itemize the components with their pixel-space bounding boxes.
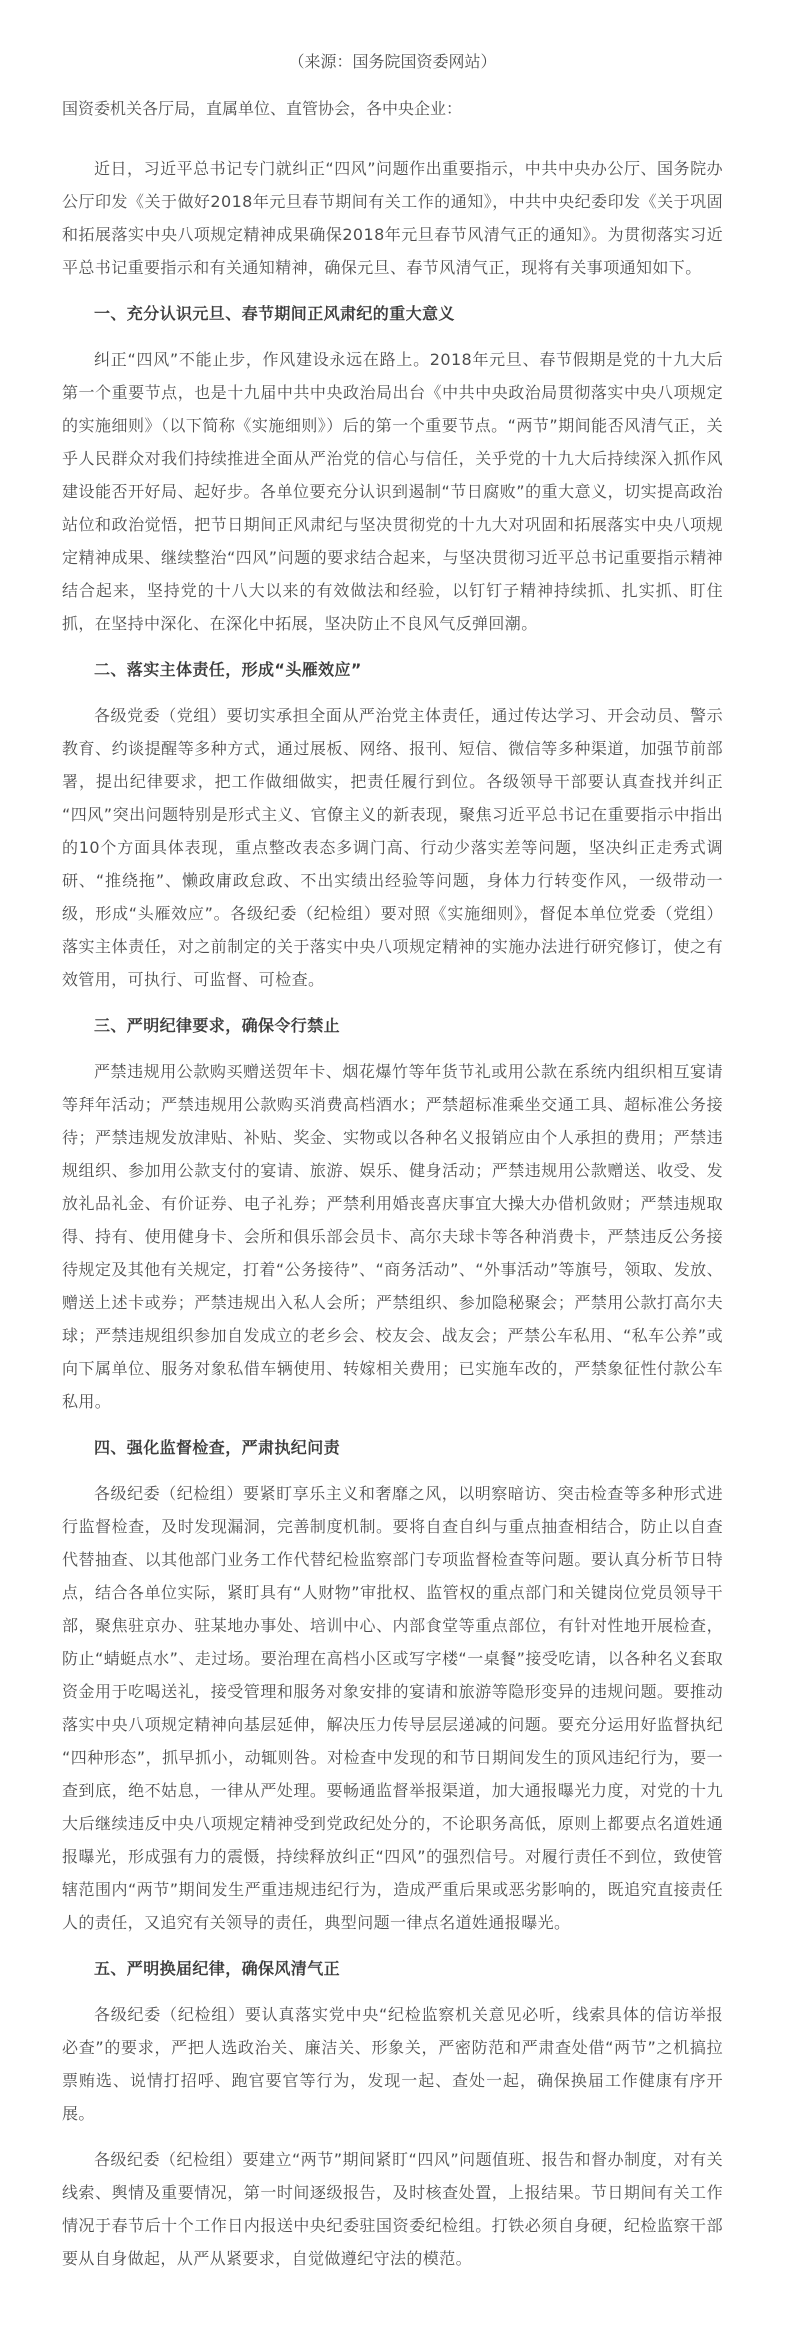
document-salutation: 国资委机关各厅局，直属单位、直管协会，各中央企业： [62,99,463,118]
section-5-paragraph-2: 各级纪委（纪检组）要建立“两节”期间紧盯“四风”问题值班、报告和督办制度，对有关线索、舆情及重要情况，第一时间逐级报告，及时核查处置，上报结果。节日期间有关工作情况于春节后十个工作日内报送中央纪委驻国资委纪检组。打铁必须自身硬，纪检监察干部要从自身做起，从严从紧要求，自觉做遵纪守法的模范。 [62,2150,723,2268]
section-3-heading: 三、严明纪律要求，确保令行禁止 [94,1016,341,1035]
section-1-heading: 一、充分认识元旦、春节期间正风肃纪的重大意义 [94,304,455,323]
section-3-paragraph: 严禁违规用公款购买赠送贺年卡、烟花爆竹等年货节礼或用公款在系统内组织相互宴请等拜年活动；严禁违规用公款购买消费高档酒水；严禁超标准乘坐交通工具、超标准公务接待；严禁违规发放津贴、补贴、奖金、实物或以各种名义报销应由个人承担的费用；严禁违规组织、参加用公款支付的宴请、旅游、娱乐、健身活动；严禁违规用公款赠送、收受、发放礼品礼金、有价证券、电子礼券；严禁利用婚丧喜庆事宜大操大办借机敛财；严禁违规取得、持有、使用健身卡、会所和俱乐部会员卡、高尔夫球卡等各种消费卡，严禁违反公务接待规定及其他有关规定，打着“公务接待”、“商务活动”、“外事活动”等旗号，领取、发放、赠送上述卡或券；严禁违规出入私人会所；严禁组织、参加隐秘聚会；严禁用公款打高尔夫球；严禁违规组织参加自发成立的老乡会、校友会、战友会；严禁公车私用、“私车公养”或向下属单位、服务对象私借车辆使用、转嫁相关费用；已实施车改的，严禁象征性付款公车私用。 [62,1062,723,1411]
section-5-heading: 五、严明换届纪律，确保风清气正 [94,1959,341,1978]
section-5-paragraph-1: 各级纪委（纪检组）要认真落实党中央“纪检监察机关意见必听，线索具体的信访举报必查”的要求，严把人选政治关、廉洁关、形象关，严密防范和严肃查处借“两节”之机搞拉票贿选、说情打招呼、跑官要官等行为，发现一起、查处一起，确保换届工作健康有序开展。 [62,2005,723,2123]
intro-paragraph: 近日，习近平总书记专门就纠正“四风”问题作出重要指示，中共中央办公厅、国务院办公厅印发《关于做好2018年元旦春节期间有关工作的通知》，中共中央纪委印发《关于巩固和拓展落实中央八项规定精神成果确保2018年元旦春节风清气正的通知》。为贯彻落实习近平总书记重要指示和有关通知精神，确保元旦、春节风清气正，现将有关事项通知如下。 [62,159,723,277]
section-1-paragraph: 纠正“四风”不能止步，作风建设永远在路上。2018年元旦、春节假期是党的十九大后第一个重要节点，也是十九届中共中央政治局出台《中共中央政治局贯彻落实中央八项规定的实施细则》（以下简称《实施细则》）后的第一个重要节点。“两节”期间能否风清气正，关乎人民群众对我们持续推进全面从严治党的信心与信任，关乎党的十九大后持续深入抓作风建设能否开好局、起好步。各单位要充分认识到遏制“节日腐败”的重大意义，切实提高政治站位和政治觉悟，把节日期间正风肃纪与坚决贯彻党的十九大对巩固和拓展落实中央八项规定精神成果、继续整治“四风”问题的要求结合起来，与坚决贯彻习近平总书记重要指示精神结合起来，坚持党的十八大以来的有效做法和经验，以钉钉子精神持续抓、扎实抓、盯住抓，在坚持中深化、在深化中拓展，坚决防止不良风气反弹回潮。 [62,350,723,633]
section-4-paragraph: 各级纪委（纪检组）要紧盯享乐主义和奢靡之风，以明察暗访、突击检查等多种形式进行监督检查，及时发现漏洞，完善制度机制。要将自查自纠与重点抽查相结合，防止以自查代替抽查、以其他部门业务工作代替纪检监察部门专项监督检查等问题。要认真分析节日特点，结合各单位实际，紧盯具有“人财物”审批权、监管权的重点部门和关键岗位党员领导干部，聚焦驻京办、驻某地办事处、培训中心、内部食堂等重点部位，有针对性地开展检查，防止“蜻蜓点水”、走过场。要治理在高档小区或写字楼“一桌餐”接受吃请，以各种名义套取资金用于吃喝送礼，接受管理和服务对象安排的宴请和旅游等隐形变异的违规问题。要推动落实中央八项规定精神向基层延伸，解决压力传导层层递减的问题。要充分运用好监督执纪“四种形态”，抓早抓小，动辄则咎。对检查中发现的和节日期间发生的顶风违纪行为，要一查到底，绝不姑息，一律从严处理。要畅通监督举报渠道，加大通报曝光力度，对党的十九大后继续违反中央八项规定精神受到党政纪处分的，不论职务高低，原则上都要点名道姓通报曝光，形成强有力的震慑，持续释放纠正“四风”的强烈信号。对履行责任不到位，致使管辖范围内“两节”期间发生严重违规违纪行为，造成严重后果或恶劣影响的，既追究直接责任人的责任，又追究有关领导的责任，典型问题一律点名道姓通报曝光。 [62,1484,723,1932]
section-4-heading: 四、强化监督检查，严肃执纪问责 [94,1438,341,1457]
section-2-paragraph: 各级党委（党组）要切实承担全面从严治党主体责任，通过传达学习、开会动员、警示教育、约谈提醒等多种方式，通过展板、网络、报刊、短信、微信等多种渠道，加强节前部署，提出纪律要求，把工作做细做实，把责任履行到位。各级领导干部要认真查找并纠正“四风”突出问题特别是形式主义、官僚主义的新表现，聚焦习近平总书记在重要指示中指出的10个方面具体表现，重点整改表态多调门高、行动少落实差等问题，坚决纠正走秀式调研、“推绕拖”、懒政庸政怠政、不出实绩出经验等问题，身体力行转变作风，一级带动一级，形成“头雁效应”。各级纪委（纪检组）要对照《实施细则》，督促本单位党委（党组）落实主体责任，对之前制定的关于落实中央八项规定精神的实施办法进行研究修订，使之有效管用，可执行、可监督、可检查。 [62,706,723,989]
section-2-heading: 二、落实主体责任，形成“头雁效应” [94,660,362,679]
document-source: （来源：国务院国资委网站） [288,52,497,71]
